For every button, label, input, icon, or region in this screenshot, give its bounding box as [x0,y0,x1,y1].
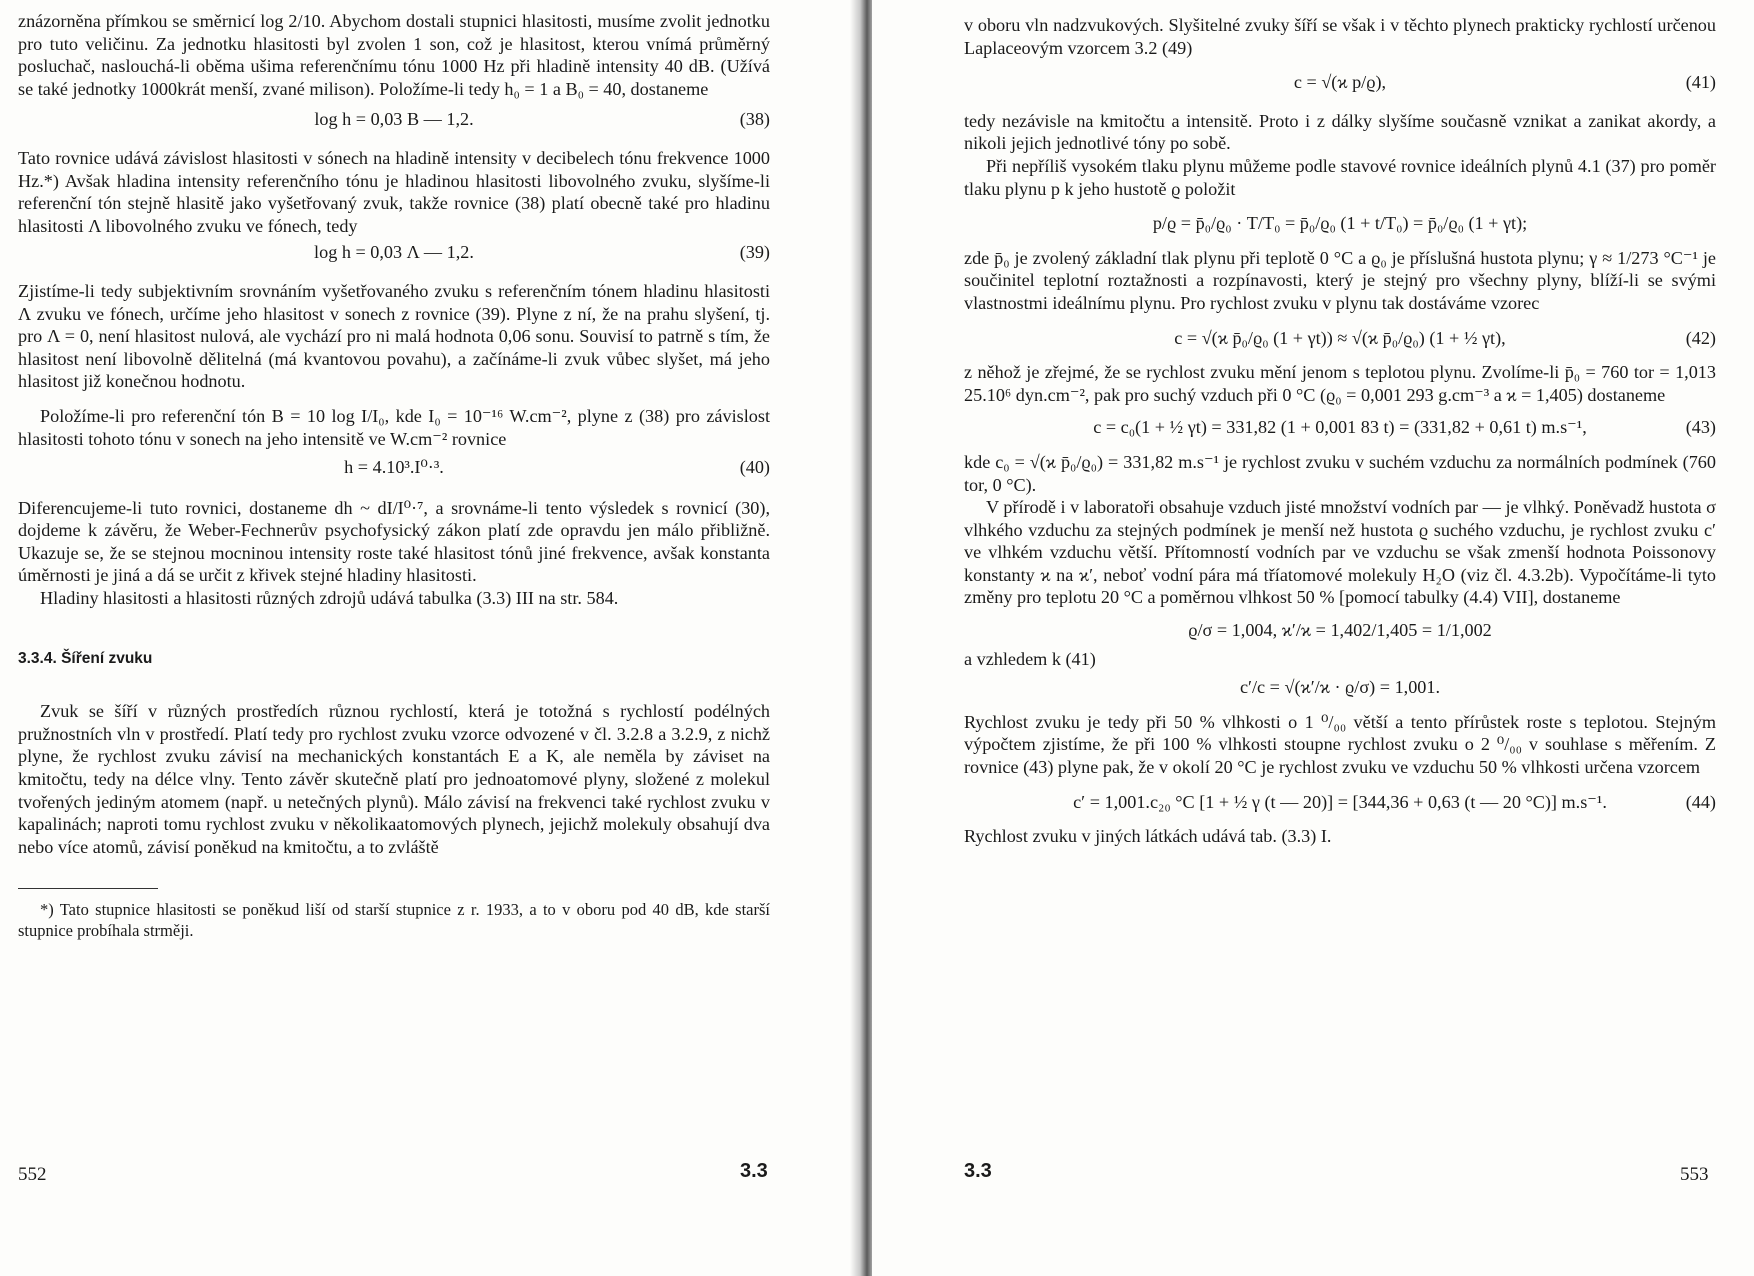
equation [964,327,1716,350]
paragraph: Rychlost zvuku je tedy při 50 % vlhkosti o 1 ⁰/₀₀ větší a tento přírůstek roste s teplotou. Stejným výpočtem zjistíme, že při 100 % vlhkosti stoupne rychlost zvuku o 2 ⁰/₀₀ v souhlase s měřením. Z rovnice (43) plyne pak, že v okolí 20 °C je rychlost zvuku ve vzduchu 50 % vlhkosti určena vzorcem [964,711,1716,778]
section-heading: 3.3.4. Šíření zvuku [18,649,153,667]
equation [964,676,1716,699]
page-number: 553 [1680,1164,1709,1185]
equation [964,416,1716,439]
equation-text: p/ϱ = p̄₀/ϱ₀ · T/T₀ = p̄₀/ϱ₀ (1 + t/T₀) = p̄₀/ϱ₀ (1 + γt); [1152,213,1528,234]
equation-number: (40) [739,457,770,478]
equation-text: c′/c = √(ϰ′/ϰ · ϱ/σ) = 1,001. [1239,677,1441,698]
equation [964,791,1716,814]
equation-text: ϱ/σ = 1,004, ϰ′/ϰ = 1,402/1,405 = 1/1,002 [1188,620,1492,641]
equation-number: (44) [1685,791,1716,812]
paragraph: Položíme-li pro referenční tón B = 10 log I/I₀, kde I₀ = 10⁻¹⁶ W.cm⁻², plyne z (38) pro závislost hlasitosti tohoto tónu v sonech na jeho intensitě ve W.cm⁻² rovnice [18,405,770,449]
paragraph: tedy nezávisle na kmitočtu a intensitě. Proto i z dálky slyšíme současně vznikat a zanikat akordy, a nikoli jejich jednotlivé tóny po sobě. [964,110,1716,154]
equation-number: (43) [1685,417,1716,438]
equation [964,619,1716,642]
footnote-rule [18,888,158,889]
section-mark: 3.3 [964,1160,992,1182]
equation [964,212,1716,235]
footnote: *) Tato stupnice hlasitosti se poněkud liší od starší stupnice z r. 1933, a to v oboru pod 40 dB, kde starší stupnice probíhala strměji. [18,900,770,941]
paragraph: v oboru vln nadzvukových. Slyšitelné zvuky šíří se však i v těchto plynech prakticky rychlostí určenou Laplaceovým vzorcem 3.2 (49) [964,15,1716,58]
paragraph: Zvuk se šíří v různých prostředích různou rychlostí, která je totožná s rychlostí podélných pružnostních vln v prostředí. Platí tedy pro rychlost zvuku vzorce odvozené v čl. 3.2.8 a 3.2.9, z nichž plyne, že rychlost zvuku závisí na mechanických konstantách E a K, ale neměla by záviset na kmitočtu, tedy na délce vlny. Tento závěr skutečně platí pro jednoatomové plyny, složené z molekul tvořených jediným atomem (např. u netečných plynů). Málo závisí na frekvenci také rychlost zvuku v kapalinách; naproti tomu rychlost zvuku v několikaatomových plynech, jejichž molekuly obsahují dva nebo více atomů, závisí poněkud na kmitočtu, a to zvláště [18,701,770,857]
paragraph: Tato rovnice udává závislost hlasitosti v sónech na hladině intensity v decibelech tónu frekvence 1000 Hz.*) Avšak hladina intensity referenčního tónu je hladinou hlasitosti libovolného zvuku, slyšíme-li referenční tón stejně hlasitě jako vyšetřovaný zvuk, takže rovnice (38) platí obecně také pro hladinu hlasitosti Λ libovolného zvuku ve fónech, tedy [18,147,770,236]
equation-text: c = c₀(1 + ½ γt) = 331,82 (1 + 0,001 83 t) = (331,82 + 0,61 t) m.s⁻¹, [1093,417,1587,438]
equation [964,71,1716,94]
equation [18,108,770,131]
equation-text: h = 4.10³.I⁰·³. [344,457,444,478]
left-page-content [18,10,770,941]
paragraph: kde c₀ = √(ϰ p̄₀/ϱ₀) = 331,82 m.s⁻¹ je rychlost zvuku v suchém vzduchu za normálních podmínek (760 tor, 0 °C). [964,451,1716,495]
section-mark: 3.3 [740,1160,768,1182]
left-page [0,0,862,1276]
equation-text: log h = 0,03 Λ — 1,2. [314,242,474,263]
equation-text: log h = 0,03 B — 1,2. [314,109,474,130]
equation-number: (39) [739,242,770,263]
page-number: 552 [18,1164,47,1185]
equation-number: (41) [1685,72,1716,93]
right-page [872,0,1754,1276]
equation-text: c′ = 1,001.c₂₀ °C [1 + ½ γ (t — 20)] = [344,36 + 0,63 (t — 20 °C)] m.s⁻¹. [1073,791,1607,812]
paragraph: Zjistíme-li tedy subjektivním srovnáním vyšetřovaného zvuku s referenčním tónem hladinu hlasitosti Λ zvuku ve fónech, určíme jeho hlasitost v sonech z rovnice (39). Plyne z ní, že na prahu slyšení, tj. pro Λ = 0, není hlasitost nulová, ale vychází pro ni malá hodnota 0,06 sonu. Souvisí to patrně s tím, že hlasitost není libovolně dělitelná (má kvantovou povahu), a začínáme-li zvuk vůbec slyšet, má jeho hlasitost již konečnou hodnotu. [18,280,770,392]
paragraph: V přírodě i v laboratoři obsahuje vzduch jisté množství vodních par — je vlhký. Poněvadž hustota σ vlhkého vzduchu za stejných podmínek je menší než hustota ϱ suchého vzduchu, je rychlost zvuku c′ ve vlhkém vzduchu větší. Přítomností vodních par ve vzduchu se však zmenší hodnota Poissonovy konstanty ϰ na ϰ′, neboť vodní pára má tříatomové molekuly H₂O (viz čl. 4.3.2b). Vypočítáme-li tyto změny pro teplotu 20 °C a poměrnou vlhkost 50 % [pomocí tabulky (4.4) VII], dostaneme [964,497,1716,608]
equation [18,241,770,264]
equation-number: (42) [1685,327,1716,348]
paragraph: znázorněna přímkou se směrnicí log 2/10. Abychom dostali stupnici hlasitosti, musíme zvolit jednotku pro tuto veličinu. Za jednotku hlasitosti byl zvolen 1 son, což je hlasitost, kterou vnímá průměrný posluchač, naslouchá-li oběma ušima referenčnímu tónu 1000 Hz při hladině intensity 40 dB. (Užívá se také jednotky 1000krát menší, zvané milison). Položíme-li tedy h₀ = 1 a B₀ = 40, dostaneme [18,11,770,99]
paragraph: zde p̄₀ je zvolený základní tlak plynu při teplotě 0 °C a ϱ₀ je příslušná hustota plynu; γ ≈ 1/273 °C⁻¹ je součinitel teplotní roztažnosti a rozpínavosti, který je stejný pro všechny plyny, blíží-li se svými vlastnostmi ideálnímu plynu. Pro rychlost zvuku v plynu tak dostáváme vzorec [964,247,1716,313]
equation-text: c = √(ϰ p/ϱ), [1293,72,1387,93]
equation-text: c = √(ϰ p̄₀/ϱ₀ (1 + γt)) ≈ √(ϰ p̄₀/ϱ₀) (1 + ½ γt), [1174,327,1506,348]
right-page-content [964,14,1716,848]
paragraph: Při nepříliš vysokém tlaku plynu můžeme podle stavové rovnice ideálních plynů 4.1 (37) pro poměr tlaku plynu p k jeho hustotě ϱ položit [964,155,1716,199]
paragraph: Hladiny hlasitosti a hlasitosti různých zdrojů udává tabulka (3.3) III na str. 584. [40,588,619,609]
paragraph: Rychlost zvuku v jiných látkách udává tab. (3.3) I. [964,826,1332,847]
equation [18,456,770,479]
paragraph: a vzhledem k (41) [964,648,1096,669]
equation-number: (38) [739,109,770,130]
paragraph: z něhož je zřejmé, že se rychlost zvuku mění jenom s teplotou plynu. Zvolíme-li p̄₀ = 760 tor = 1,013 25.10⁶ dyn.cm⁻², pak pro suchý vzduch při 0 °C (ϱ₀ = 0,001 293 g.cm⁻³ a ϰ = 1,405) dostaneme [964,362,1716,405]
paragraph: Diferencujeme-li tuto rovnici, dostaneme dh ~ dI/I⁰·⁷, a srovnáme-li tento výsledek s rovnicí (30), dojdeme k závěru, že Weber-Fechnerův psychofysický zákon platí zde opravdu jen málo přibližně. Ukazuje se, že se stejnou mocninou intensity roste také hlasitost tónů jiné frekvence, avšak konstanta úměrnosti je jiná a dá se určit z křivek stejné hladiny hlasitosti. [18,497,770,586]
